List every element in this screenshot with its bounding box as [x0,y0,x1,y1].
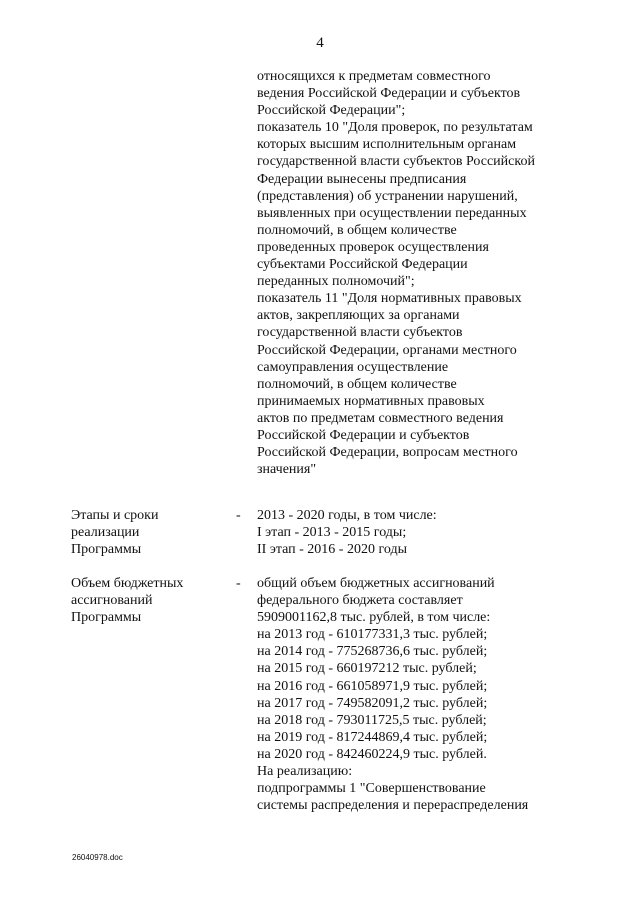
text-line: проведенных проверок осуществления [257,239,489,255]
text-line: показатель 10 "Доля проверок, по результатам [257,120,533,136]
text-line: Федерации вынесены предписания [257,171,467,187]
text-line: полномочий, в общем количестве [257,376,457,392]
document-footer: 26040978.doc [72,853,123,862]
text-line: которых высшим исполнительным органам [257,137,517,153]
label-line: реализации [71,525,140,541]
value-line: на 2020 год - 842460224,9 тыс. рублей. [257,746,487,762]
page-number: 4 [316,35,324,51]
text-line: субъектами Российской Федерации [257,257,468,273]
value-line: федерального бюджета составляет [257,593,463,609]
text-line: значения" [257,462,317,478]
label-line: Этапы и сроки [71,508,159,523]
text-line: полномочий, в общем количестве [257,222,457,238]
budget-dash: - [236,576,241,591]
text-line: ведения Российской Федерации и субъектов [257,86,521,102]
value-line: системы распределения и перераспределения [257,798,529,814]
value-line: на 2018 год - 793011725,5 тыс. рублей; [257,712,487,728]
value-line: на 2019 год - 817244869,4 тыс. рублей; [257,729,488,745]
text-line: Российской Федерации, вопросам местного [257,445,518,461]
stages-label [71,507,231,558]
value-line: на 2016 год - 661058971,9 тыс. рублей; [257,678,488,694]
text-line: Российской Федерации и субъектов [257,427,470,443]
text-line: актов по предметам совместного ведения [257,410,504,426]
text-line: актов, закрепляющих за органами [257,308,460,324]
value-line: на 2014 год - 775268736,6 тыс. рублей; [257,644,488,660]
value-line: на 2017 год - 749582091,2 тыс. рублей; [257,695,488,711]
value-line: II этап - 2016 - 2020 годы [257,542,407,558]
text-line: принимаемых нормативных правовых [257,393,485,409]
value-line: подпрограммы 1 "Совершенствование [257,781,486,797]
value-line: I этап - 2013 - 2015 годы; [257,525,407,541]
value-line: На реализацию: [257,764,353,780]
text-line: выявленных при осуществлении переданных [257,205,527,221]
text-line: (представления) об устранении нарушений, [257,188,518,204]
stages-value [257,507,587,558]
stages-dash: - [236,508,241,523]
indicators-continuation [257,68,587,478]
text-line: государственной власти субъектов Российской [257,154,535,170]
text-line: Российской Федерации"; [257,103,406,119]
label-line: ассигнований [71,593,153,609]
budget-value [257,575,587,814]
text-line: переданных полномочий"; [257,274,415,290]
value-line: общий объем бюджетных ассигнований [257,576,495,591]
text-line: самоуправления осуществление [257,359,449,375]
budget-label [71,575,231,626]
text-line: Российской Федерации, органами местного [257,342,517,358]
value-line: на 2013 год - 610177331,3 тыс. рублей; [257,627,488,643]
label-line: Объем бюджетных [71,576,184,591]
value-line: 2013 - 2020 годы, в том числе: [257,508,437,523]
label-line: Программы [71,610,142,626]
value-line: 5909001162,8 тыс. рублей, в том числе: [257,610,491,626]
label-line: Программы [71,542,142,558]
text-line: относящихся к предметам совместного [257,69,491,84]
value-line: на 2015 год - 660197212 тыс. рублей; [257,661,477,677]
text-line: государственной власти субъектов [257,325,463,341]
text-line: показатель 11 "Доля нормативных правовых [257,291,522,307]
